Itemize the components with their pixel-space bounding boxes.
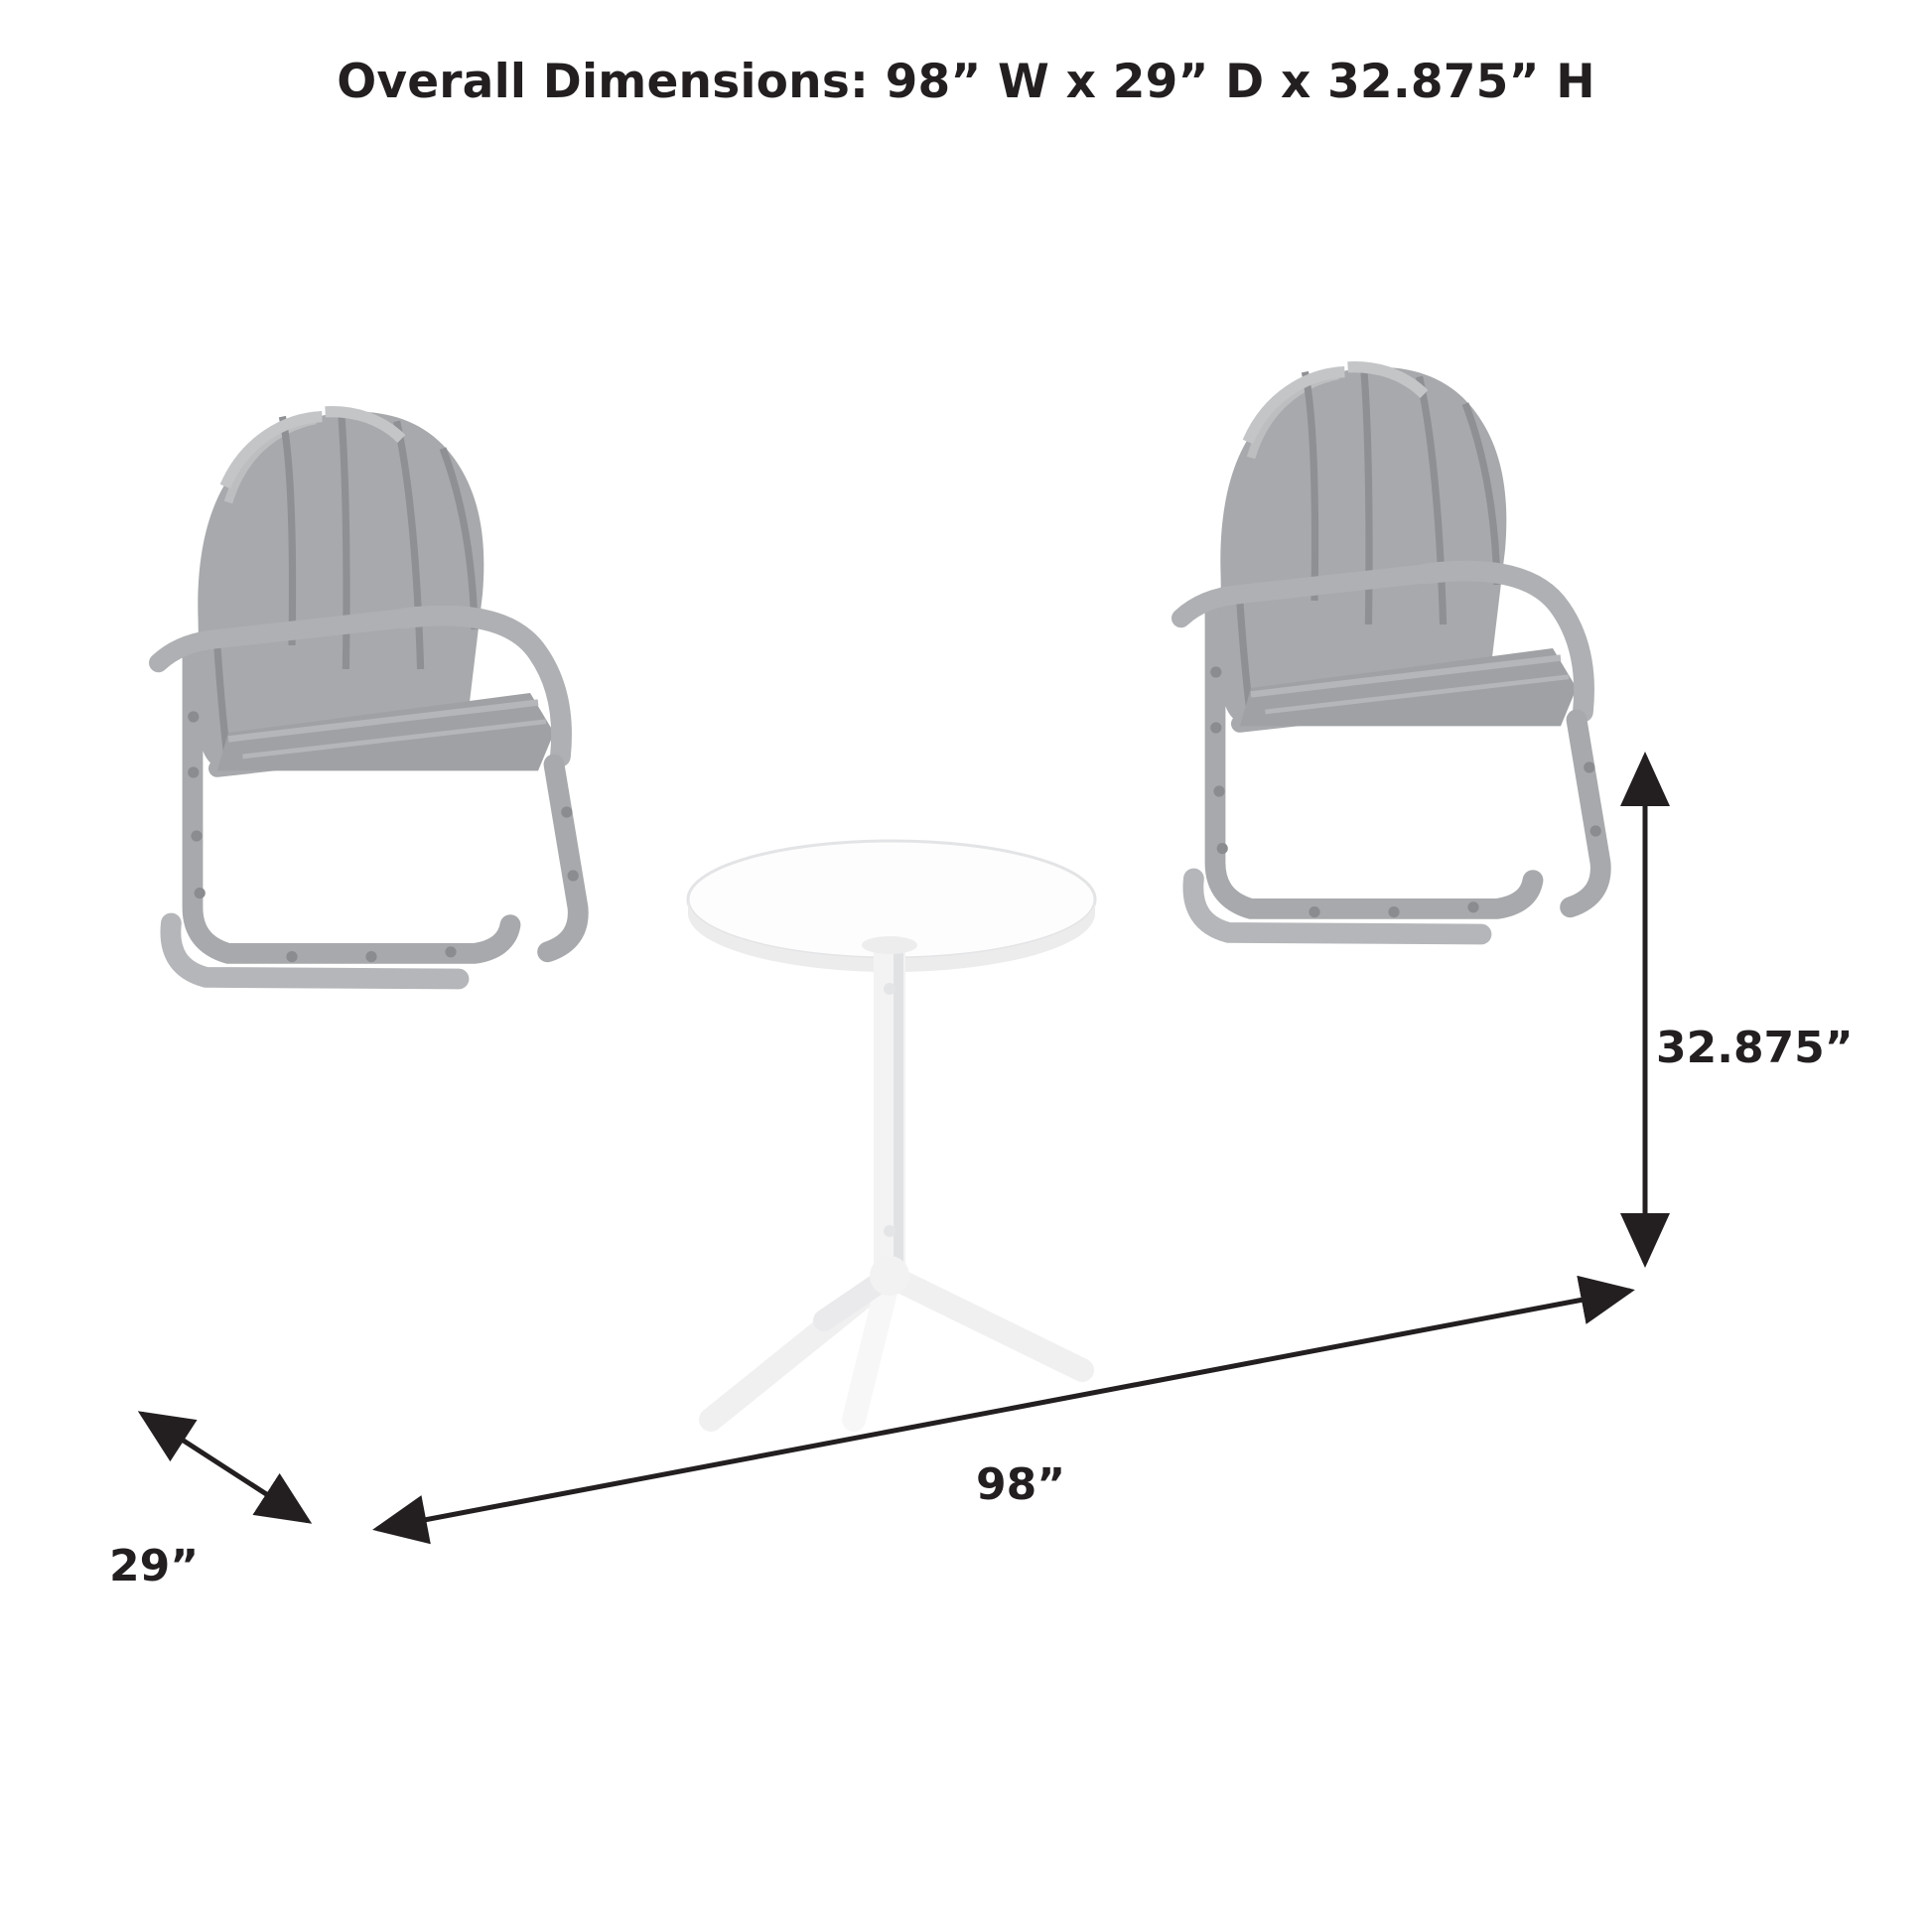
depth-dimension-line — [142, 1414, 308, 1521]
height-dimension-label: 32.875” — [1656, 1023, 1854, 1073]
page-title: Overall Dimensions: 98” W x 29” D x 32.875” H — [337, 55, 1595, 109]
depth-dimension-label: 29” — [109, 1541, 200, 1591]
width-dimension-label: 98” — [976, 1459, 1066, 1510]
